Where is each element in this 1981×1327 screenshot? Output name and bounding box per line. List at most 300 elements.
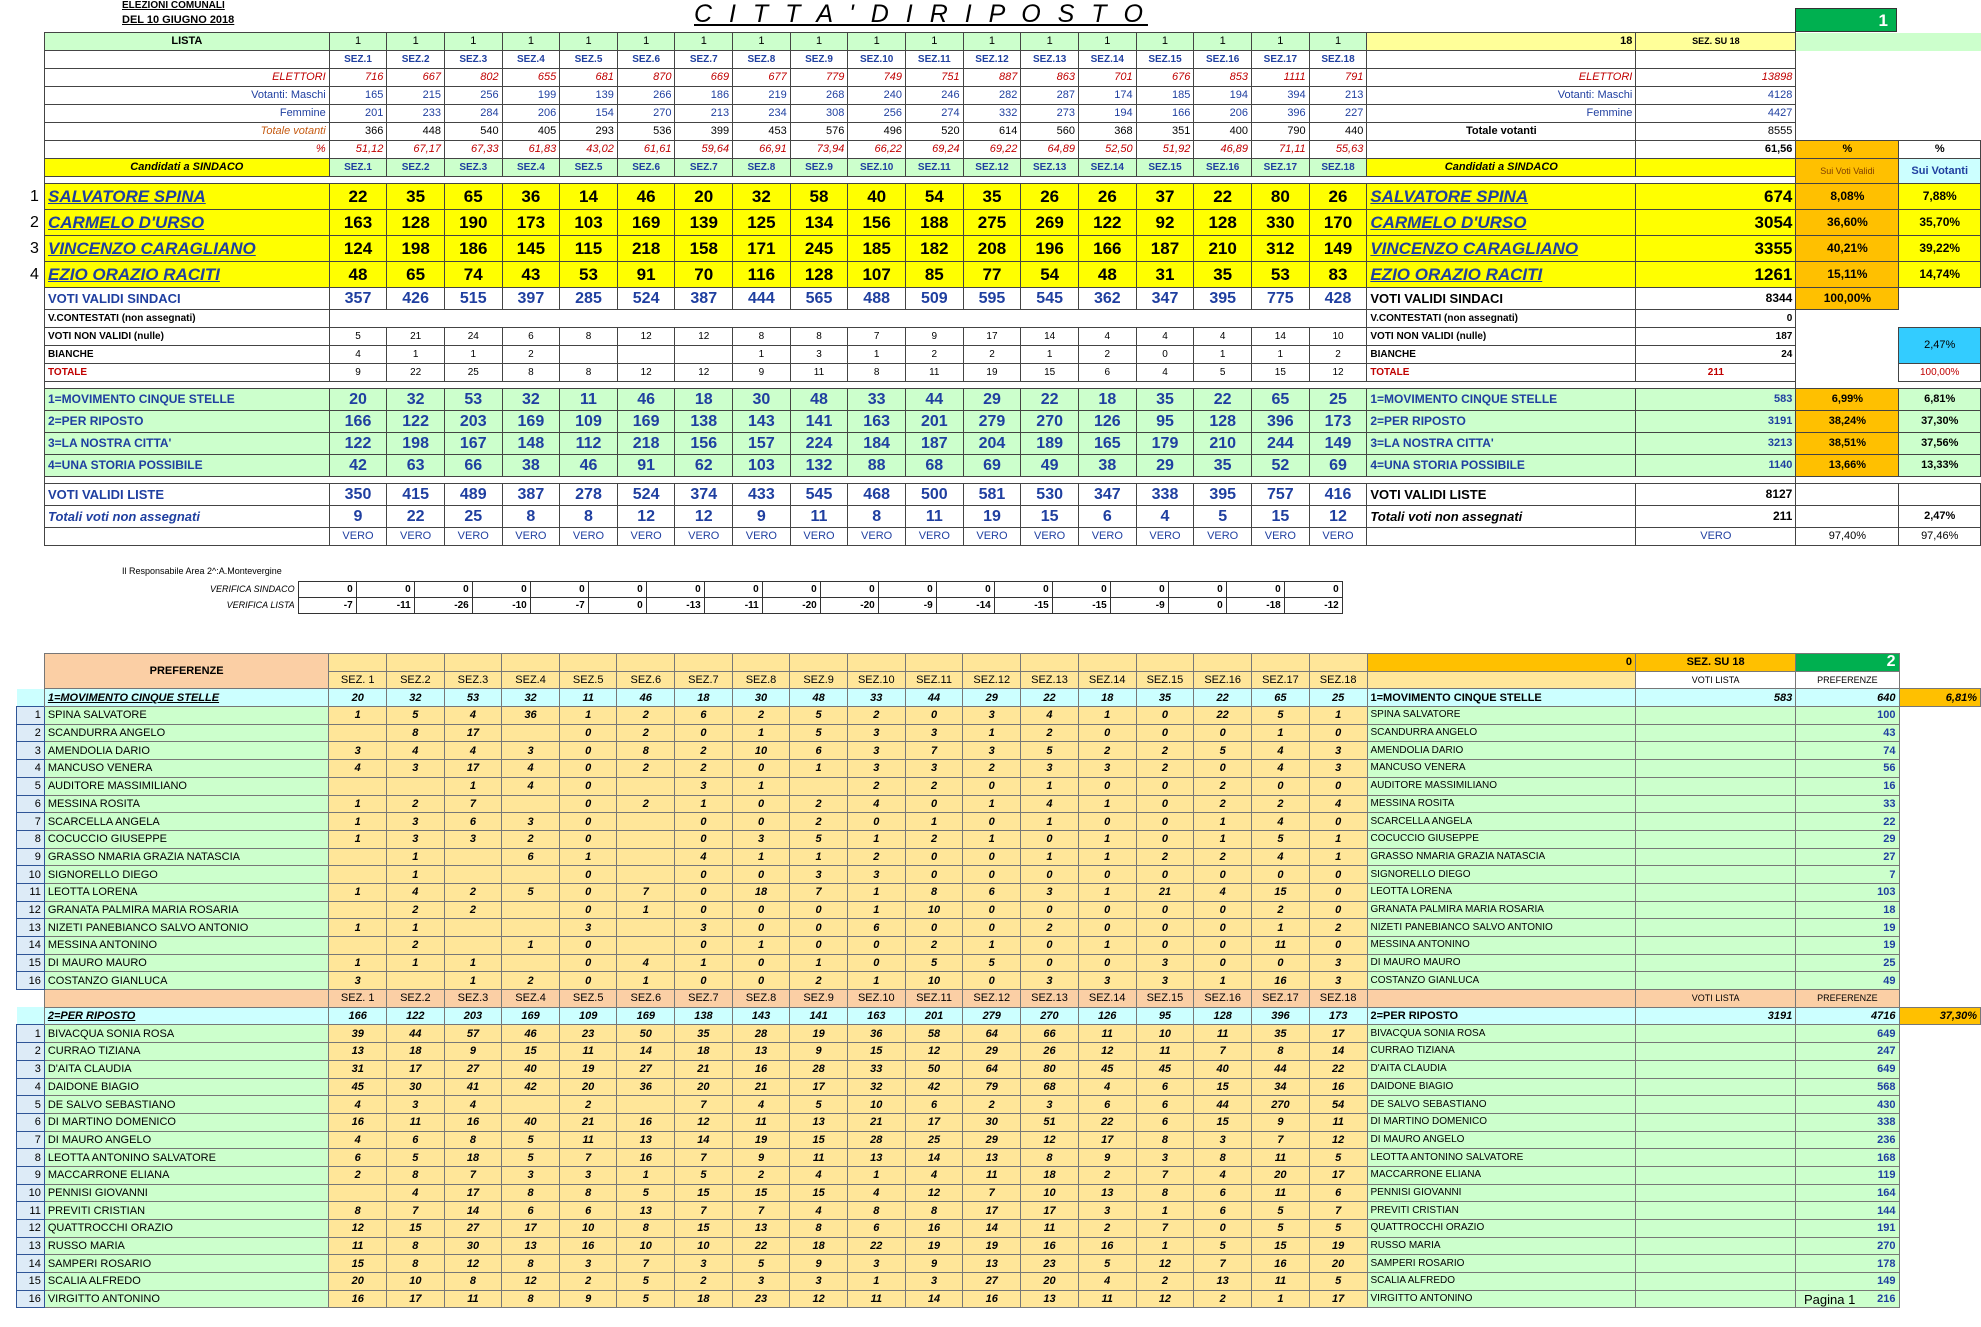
maschi-row-value: 282 [963, 87, 1021, 105]
verifica-lista-row [207, 598, 1342, 614]
pref-candidate-votes: 12 [905, 1184, 963, 1202]
pref-candidate-votes: 3 [905, 1273, 963, 1291]
pref-candidate-votes: 1 [1194, 813, 1252, 831]
pref-candidate-votes: 27 [444, 1220, 502, 1238]
non-assegnati-value: 12 [1309, 506, 1367, 528]
pref-candidate-votes: 3 [1309, 954, 1367, 972]
pct-value: 59,64 [675, 141, 733, 159]
validi-liste-value: 524 [617, 484, 675, 506]
candidate-votes: 134 [790, 210, 848, 236]
verifica-lista-value: -12 [1284, 598, 1342, 614]
pref-candidate-total: 19 [1796, 937, 1899, 955]
pref-candidate-votes: 3 [1078, 972, 1136, 990]
pref-candidate-votes: 3 [387, 830, 445, 848]
pref-candidate-votes: 5 [617, 1273, 675, 1291]
totale-value: 15 [1252, 364, 1310, 382]
pref-candidate-votes: 42 [502, 1078, 560, 1096]
totvot-value: 614 [963, 123, 1021, 141]
pref-candidate-votes: 2 [847, 707, 905, 725]
pref-candidate-name: RUSSO MARIA [44, 1237, 329, 1255]
sui-votanti-header: Sui Votanti [1899, 159, 1981, 184]
validi-sindaci-label-right: VOTI VALIDI SINDACI [1367, 288, 1636, 310]
pref-candidate-votes: 0 [1309, 883, 1367, 901]
pref-candidate-votes: 11 [387, 1113, 445, 1131]
list-votes: 270 [1021, 411, 1079, 433]
elettori-row-label: ELETTORI [45, 69, 330, 87]
pref-candidate-votes: 6 [675, 707, 733, 725]
pref-sez-header: SEZ.12 [963, 990, 1021, 1008]
pref-candidate-votes: 20 [1309, 1255, 1367, 1273]
list-pct-votanti: 6,81% [1899, 389, 1981, 411]
pref-candidate-votes: 2 [1252, 795, 1310, 813]
candidate-name-right: VINCENZO CARAGLIANO [1367, 236, 1636, 262]
nulle-value: 17 [963, 328, 1021, 346]
pref-candidate-votes: 3 [1136, 972, 1194, 990]
section-flag: 1 [1136, 33, 1194, 51]
pref-candidate-votes: 0 [732, 954, 790, 972]
pref-candidate-votes: 18 [790, 1237, 848, 1255]
pref-candidate-votes: 1 [1252, 919, 1310, 937]
pref-candidate-votes: 7 [1309, 1202, 1367, 1220]
pref-candidate-votes: 1 [444, 972, 502, 990]
elettori-row-value: 791 [1309, 69, 1367, 87]
totale-value: 11 [905, 364, 963, 382]
elettori-row-value: 863 [1021, 69, 1079, 87]
nulle-value: 14 [1252, 328, 1310, 346]
pref-candidate-votes: 3 [329, 742, 387, 760]
list-votes: 18 [1078, 389, 1136, 411]
validi-liste-value: 350 [329, 484, 387, 506]
pref-candidate-votes: 12 [1136, 1290, 1194, 1308]
list-votes: 167 [444, 433, 502, 455]
verifica-lista-value: -11 [704, 598, 762, 614]
list-votes: 30 [733, 389, 791, 411]
candidate-votes: 48 [329, 262, 387, 288]
pref-candidate-votes: 0 [559, 901, 617, 919]
elettori-row-label-right: ELETTORI [1367, 69, 1636, 87]
section-flag: 1 [444, 33, 502, 51]
pref-candidate-votes: 15 [387, 1220, 445, 1238]
pref-candidate-votes: 1 [847, 883, 905, 901]
pref-candidate-votes: 5 [1252, 830, 1310, 848]
pref-candidate-votes: 0 [963, 972, 1021, 990]
candidate-votes: 210 [1194, 236, 1252, 262]
pref-candidate-votes: 13 [502, 1237, 560, 1255]
pref-candidate-votes: 0 [675, 901, 733, 919]
candidate-votes: 107 [848, 262, 906, 288]
candidate-votes: 128 [1194, 210, 1252, 236]
pref-candidate-votes: 0 [675, 813, 733, 831]
section-header: SEZ.9 [790, 51, 848, 69]
verifica-lista-value: -11 [356, 598, 414, 614]
pref-candidate-row [17, 707, 1981, 725]
pref-candidate-index: 8 [17, 830, 45, 848]
validi-sindaci-value: 595 [963, 288, 1021, 310]
pref-candidate-votes: 6 [963, 883, 1021, 901]
elettori-row-value: 716 [329, 69, 387, 87]
elettori-row-value: 667 [387, 69, 445, 87]
bianche-value: 1 [848, 346, 906, 364]
bianche-total: 24 [1636, 346, 1796, 364]
candidate-row [45, 236, 1981, 262]
pref-candidate-index: 14 [17, 937, 45, 955]
pref-candidate-votes: 4 [502, 760, 560, 778]
nulle-value: 4 [1136, 328, 1194, 346]
verifica-lista-value: -10 [472, 598, 530, 614]
pref-candidate-votes [502, 1096, 560, 1114]
pref-candidate-name: SAMPERI ROSARIO [44, 1255, 329, 1273]
pref-title-row [17, 654, 1981, 672]
section-header: SEZ.17 [1252, 159, 1310, 177]
pref-candidate-votes: 7 [675, 1202, 733, 1220]
pref-candidate-votes: 5 [675, 1166, 733, 1184]
pref-candidate-votes: 10 [905, 901, 963, 919]
candidate-name: VINCENZO CARAGLIANO [45, 236, 330, 262]
vero-value: VERO [560, 528, 618, 546]
pref-candidate-votes: 0 [1252, 954, 1310, 972]
pref-candidate-row [17, 954, 1981, 972]
pref-group-voti-lista: 583 [1636, 689, 1796, 707]
totale-value: 9 [329, 364, 387, 382]
validi-liste-row [45, 484, 1981, 506]
pref-candidate-votes: 17 [502, 1220, 560, 1238]
pref-candidate-votes: 2 [905, 830, 963, 848]
pref-candidate-total: 33 [1796, 795, 1899, 813]
pref-candidate-votes: 10 [1021, 1184, 1079, 1202]
candidate-number: 1 [30, 187, 39, 205]
pref-candidate-votes: 57 [444, 1025, 502, 1043]
pct-value: 73,94 [790, 141, 848, 159]
pref-candidate-votes: 80 [1021, 1060, 1079, 1078]
pref-candidate-index: 3 [17, 742, 45, 760]
pref-candidate-votes: 2 [1309, 919, 1367, 937]
candidate-pct-validi: 8,08% [1796, 184, 1899, 210]
contestati-label-right: V.CONTESTATI (non assegnati) [1367, 310, 1636, 328]
pref-candidate-votes: 22 [732, 1237, 790, 1255]
totale-value: 12 [617, 364, 675, 382]
pref-candidate-votes: 0 [559, 866, 617, 884]
pref-candidate-name-right: MANCUSO VENERA [1367, 760, 1636, 778]
validi-sindaci-value: 426 [387, 288, 445, 310]
section-header: SEZ.18 [1309, 51, 1367, 69]
validi-liste-value: 581 [963, 484, 1021, 506]
pref-candidate-votes: 2 [790, 972, 848, 990]
pref-candidate-votes: 6 [502, 1202, 560, 1220]
maschi-row-value: 240 [848, 87, 906, 105]
preferences-table [16, 653, 1981, 1308]
pref-candidate-votes: 0 [1309, 777, 1367, 795]
pref-candidate-votes: 0 [1252, 777, 1310, 795]
bianche-value: 0 [1136, 346, 1194, 364]
pref-candidate-name-right: DI MAURO ANGELO [1367, 1131, 1636, 1149]
pref-candidate-votes [502, 919, 560, 937]
pref-candidate-votes: 7 [617, 883, 675, 901]
totale-value: 22 [387, 364, 445, 382]
pref-candidate-votes: 4 [1252, 848, 1310, 866]
totvot-value: 453 [733, 123, 791, 141]
pref-candidate-votes: 7 [1252, 1131, 1310, 1149]
pref-candidate-votes: 18 [675, 1043, 733, 1061]
pref-empty [675, 654, 733, 672]
pref-candidate-votes: 17 [387, 1060, 445, 1078]
pref-candidate-index: 8 [17, 1149, 45, 1167]
pref-candidate-votes: 26 [1021, 1043, 1079, 1061]
pref-sez-header: SEZ.8 [732, 671, 790, 689]
pref-candidate-votes: 0 [1078, 813, 1136, 831]
non-assegnati-value: 4 [1136, 506, 1194, 528]
pref-candidate-total: 216 [1796, 1290, 1899, 1308]
pref-candidate-votes: 1 [790, 760, 848, 778]
pref-group-votes: 109 [559, 1007, 617, 1025]
list-votes: 66 [444, 455, 502, 477]
elettori-row [45, 69, 1981, 87]
non-assegnati-label: Totali voti non assegnati [45, 506, 330, 528]
pref-candidate-votes: 1 [1078, 937, 1136, 955]
non-assegnati-value: 15 [1021, 506, 1079, 528]
pref-candidate-votes: 16 [444, 1113, 502, 1131]
candidate-votes: 128 [387, 210, 445, 236]
pref-candidate-index: 15 [17, 1273, 45, 1291]
pref-sez-header: SEZ.4 [502, 990, 560, 1008]
candidate-votes: 35 [1194, 262, 1252, 288]
candidate-votes: 187 [1136, 236, 1194, 262]
pref-candidate-votes: 1 [329, 883, 387, 901]
pref-candidate-votes: 14 [905, 1149, 963, 1167]
candidate-total: 3355 [1636, 236, 1796, 262]
totale-value: 8 [848, 364, 906, 382]
pref-candidate-votes: 1 [1078, 883, 1136, 901]
pref-candidate-index: 10 [17, 866, 45, 884]
pref-empty [387, 654, 445, 672]
pref-candidate-votes [617, 919, 675, 937]
pref-candidate-votes: 0 [905, 795, 963, 813]
list-votes: 49 [1021, 455, 1079, 477]
pref-candidate-votes: 0 [847, 813, 905, 831]
pref-candidate-votes: 16 [1252, 1255, 1310, 1273]
validi-liste-value: 415 [387, 484, 445, 506]
pref-candidate-votes: 0 [732, 760, 790, 778]
candidate-votes: 83 [1309, 262, 1367, 288]
pref-sez-header: SEZ.17 [1252, 671, 1310, 689]
validi-liste-value: 757 [1252, 484, 1310, 506]
pref-candidate-votes: 11 [1252, 937, 1310, 955]
candidate-votes: 166 [1078, 236, 1136, 262]
pref-candidate-votes: 12 [329, 1220, 387, 1238]
pref-candidate-votes: 1 [790, 848, 848, 866]
maschi-row-value: 139 [560, 87, 618, 105]
list-total: 1140 [1636, 455, 1796, 477]
candidate-votes: 103 [560, 210, 618, 236]
pref-candidate-votes: 6 [559, 1202, 617, 1220]
candidate-total: 3054 [1636, 210, 1796, 236]
candidate-votes: 269 [1021, 210, 1079, 236]
femmine-row-value: 201 [329, 105, 387, 123]
section-header: SEZ.1 [329, 51, 387, 69]
pref-candidate-votes [329, 848, 387, 866]
pref-sez-header: SEZ.12 [963, 671, 1021, 689]
bianche-value [617, 346, 675, 364]
candidate-votes: 182 [905, 236, 963, 262]
non-assegnati-value: 22 [387, 506, 445, 528]
validi-sindaci-value: 524 [617, 288, 675, 310]
pref-candidate-votes: 0 [675, 866, 733, 884]
pref-candidate-votes: 2 [905, 937, 963, 955]
pref-candidate-votes: 0 [1309, 937, 1367, 955]
pref-candidate-votes: 14 [617, 1043, 675, 1061]
pref-candidate-votes: 14 [963, 1220, 1021, 1238]
list-votes: 53 [444, 389, 502, 411]
elettori-row-value: 853 [1194, 69, 1252, 87]
pref-candidate-votes: 3 [675, 919, 733, 937]
pref-candidate-votes: 0 [905, 707, 963, 725]
validi-liste-value: 395 [1194, 484, 1252, 506]
pref-candidate-total: 649 [1796, 1060, 1899, 1078]
pref-candidate-votes: 4 [1021, 795, 1079, 813]
candidate-name: CARMELO D'URSO [45, 210, 330, 236]
pref-candidate-votes [617, 830, 675, 848]
verifica-lista-value: 0 [588, 598, 646, 614]
election-date: DEL 10 GIUGNO 2018 [122, 14, 235, 26]
pref-candidate-votes: 11 [559, 1043, 617, 1061]
verifica-lista-value: -20 [820, 598, 878, 614]
verifica-lista-value: -15 [994, 598, 1052, 614]
pref-candidate-votes: 14 [905, 1290, 963, 1308]
pref-candidate-name: VIRGITTO ANTONINO [44, 1290, 329, 1308]
pref-candidate-votes: 51 [1021, 1113, 1079, 1131]
list-votes: 169 [617, 411, 675, 433]
pref-preferenze-header: PREFERENZE [1796, 990, 1899, 1008]
pref-candidate-votes: 19 [963, 1237, 1021, 1255]
pref-candidate-votes: 1 [732, 724, 790, 742]
pref-candidate-votes: 4 [790, 1202, 848, 1220]
pref-candidate-votes: 7 [1136, 1166, 1194, 1184]
candidate-number: 2 [30, 213, 39, 231]
elettori-row-value: 870 [617, 69, 675, 87]
pref-candidate-votes: 2 [387, 795, 445, 813]
pref-candidate-votes: 0 [1136, 795, 1194, 813]
pref-sez-header: SEZ.6 [617, 671, 675, 689]
pref-candidate-votes: 270 [1252, 1096, 1310, 1114]
section-header: SEZ.10 [848, 159, 906, 177]
pref-group-votes: 33 [847, 689, 905, 707]
list-votes: 11 [560, 389, 618, 411]
pref-candidate-votes: 3 [329, 972, 387, 990]
validi-sindaci-value: 357 [329, 288, 387, 310]
candidate-name-right: CARMELO D'URSO [1367, 210, 1636, 236]
validi-sindaci-value: 387 [675, 288, 733, 310]
responsabile-note: Il Responsabile Area 2^:A.Montevergine [122, 566, 282, 576]
pref-candidate-votes: 0 [963, 866, 1021, 884]
pref-candidate-votes: 12 [790, 1290, 848, 1308]
pref-candidate-votes: 0 [559, 742, 617, 760]
verifica-sindaco-value: 0 [298, 582, 356, 598]
pref-candidate-votes: 0 [1021, 901, 1079, 919]
list-votes: 224 [790, 433, 848, 455]
pref-candidate-name-right: D'AITA CLAUDIA [1367, 1060, 1636, 1078]
section-header: SEZ.2 [387, 51, 445, 69]
pref-candidate-votes: 15 [1194, 1113, 1252, 1131]
validi-liste-value: 500 [905, 484, 963, 506]
pref-candidate-name: MANCUSO VENERA [44, 760, 329, 778]
list-row [45, 411, 1981, 433]
verifica-sindaco-value: 0 [704, 582, 762, 598]
totale-value: 25 [444, 364, 502, 382]
list-row [45, 433, 1981, 455]
pref-candidate-row [17, 1290, 1981, 1308]
pref-candidate-votes: 5 [617, 1290, 675, 1308]
pref-candidate-name: AUDITORE MASSIMILIANO [44, 777, 329, 795]
pref-candidate-votes: 1 [1252, 724, 1310, 742]
pref-candidate-votes: 3 [559, 919, 617, 937]
verifica-sindaco-value: 0 [588, 582, 646, 598]
vero-pct-2: 97,46% [1899, 528, 1981, 546]
pref-candidate-votes: 19 [732, 1131, 790, 1149]
bianche-value [560, 346, 618, 364]
list-pct-validi: 6,99% [1796, 389, 1899, 411]
pref-candidate-name: COSTANZO GIANLUCA [44, 972, 329, 990]
pref-candidate-votes: 30 [963, 1113, 1021, 1131]
verifica-sindaco-label: VERIFICA SINDACO [210, 584, 295, 594]
pref-candidate-votes: 15 [1194, 1078, 1252, 1096]
list-votes: 244 [1252, 433, 1310, 455]
pref-candidate-votes: 22 [1194, 707, 1252, 725]
pref-candidate-name: D'AITA CLAUDIA [44, 1060, 329, 1078]
contestati-label: V.CONTESTATI (non assegnati) [45, 310, 330, 328]
non-assegnati-value: 15 [1252, 506, 1310, 528]
pref-sez-header: SEZ.7 [675, 671, 733, 689]
pref-sez-header: SEZ.16 [1194, 671, 1252, 689]
list-votes: 157 [733, 433, 791, 455]
pref-candidate-votes: 2 [790, 813, 848, 831]
pref-candidate-name-right: AMENDOLIA DARIO [1367, 742, 1636, 760]
pref-empty [329, 654, 387, 672]
pref-candidate-votes: 1 [963, 795, 1021, 813]
pref-candidate-votes: 6 [1309, 1184, 1367, 1202]
pref-candidate-votes: 4 [1252, 760, 1310, 778]
pref-candidate-votes: 6 [1136, 1078, 1194, 1096]
pct-value: 71,11 [1252, 141, 1310, 159]
validi-sindaci-value: 347 [1136, 288, 1194, 310]
pref-candidate-name-right: PREVITI CRISTIAN [1367, 1202, 1636, 1220]
pref-candidate-total: 430 [1796, 1096, 1899, 1114]
pref-candidate-votes: 4 [444, 707, 502, 725]
pref-candidate-votes: 18 [675, 1290, 733, 1308]
pref-candidate-votes: 19 [1309, 1237, 1367, 1255]
pref-group-votes: 32 [502, 689, 560, 707]
pref-candidate-votes: 0 [1136, 813, 1194, 831]
section-flag: 1 [848, 33, 906, 51]
pref-candidate-votes: 3 [963, 742, 1021, 760]
pref-candidate-votes: 2 [1194, 848, 1252, 866]
pref-candidate-votes: 13 [790, 1113, 848, 1131]
pref-candidate-votes: 2 [617, 760, 675, 778]
totale-value: 12 [1309, 364, 1367, 382]
pref-candidate-votes: 10 [617, 1237, 675, 1255]
list-votes: 179 [1136, 433, 1194, 455]
pref-candidate-votes: 16 [1021, 1237, 1079, 1255]
pref-candidate-votes: 0 [1078, 919, 1136, 937]
list-votes: 112 [560, 433, 618, 455]
pref-candidate-votes: 9 [444, 1043, 502, 1061]
maschi-row-value: 268 [790, 87, 848, 105]
femmine-row-value: 273 [1021, 105, 1079, 123]
candidate-votes: 37 [1136, 184, 1194, 210]
pref-candidate-votes [617, 937, 675, 955]
pref-candidate-votes: 28 [847, 1131, 905, 1149]
pref-candidate-votes: 2 [847, 848, 905, 866]
pref-candidate-votes: 5 [790, 1096, 848, 1114]
section-flag: 1 [502, 33, 560, 51]
